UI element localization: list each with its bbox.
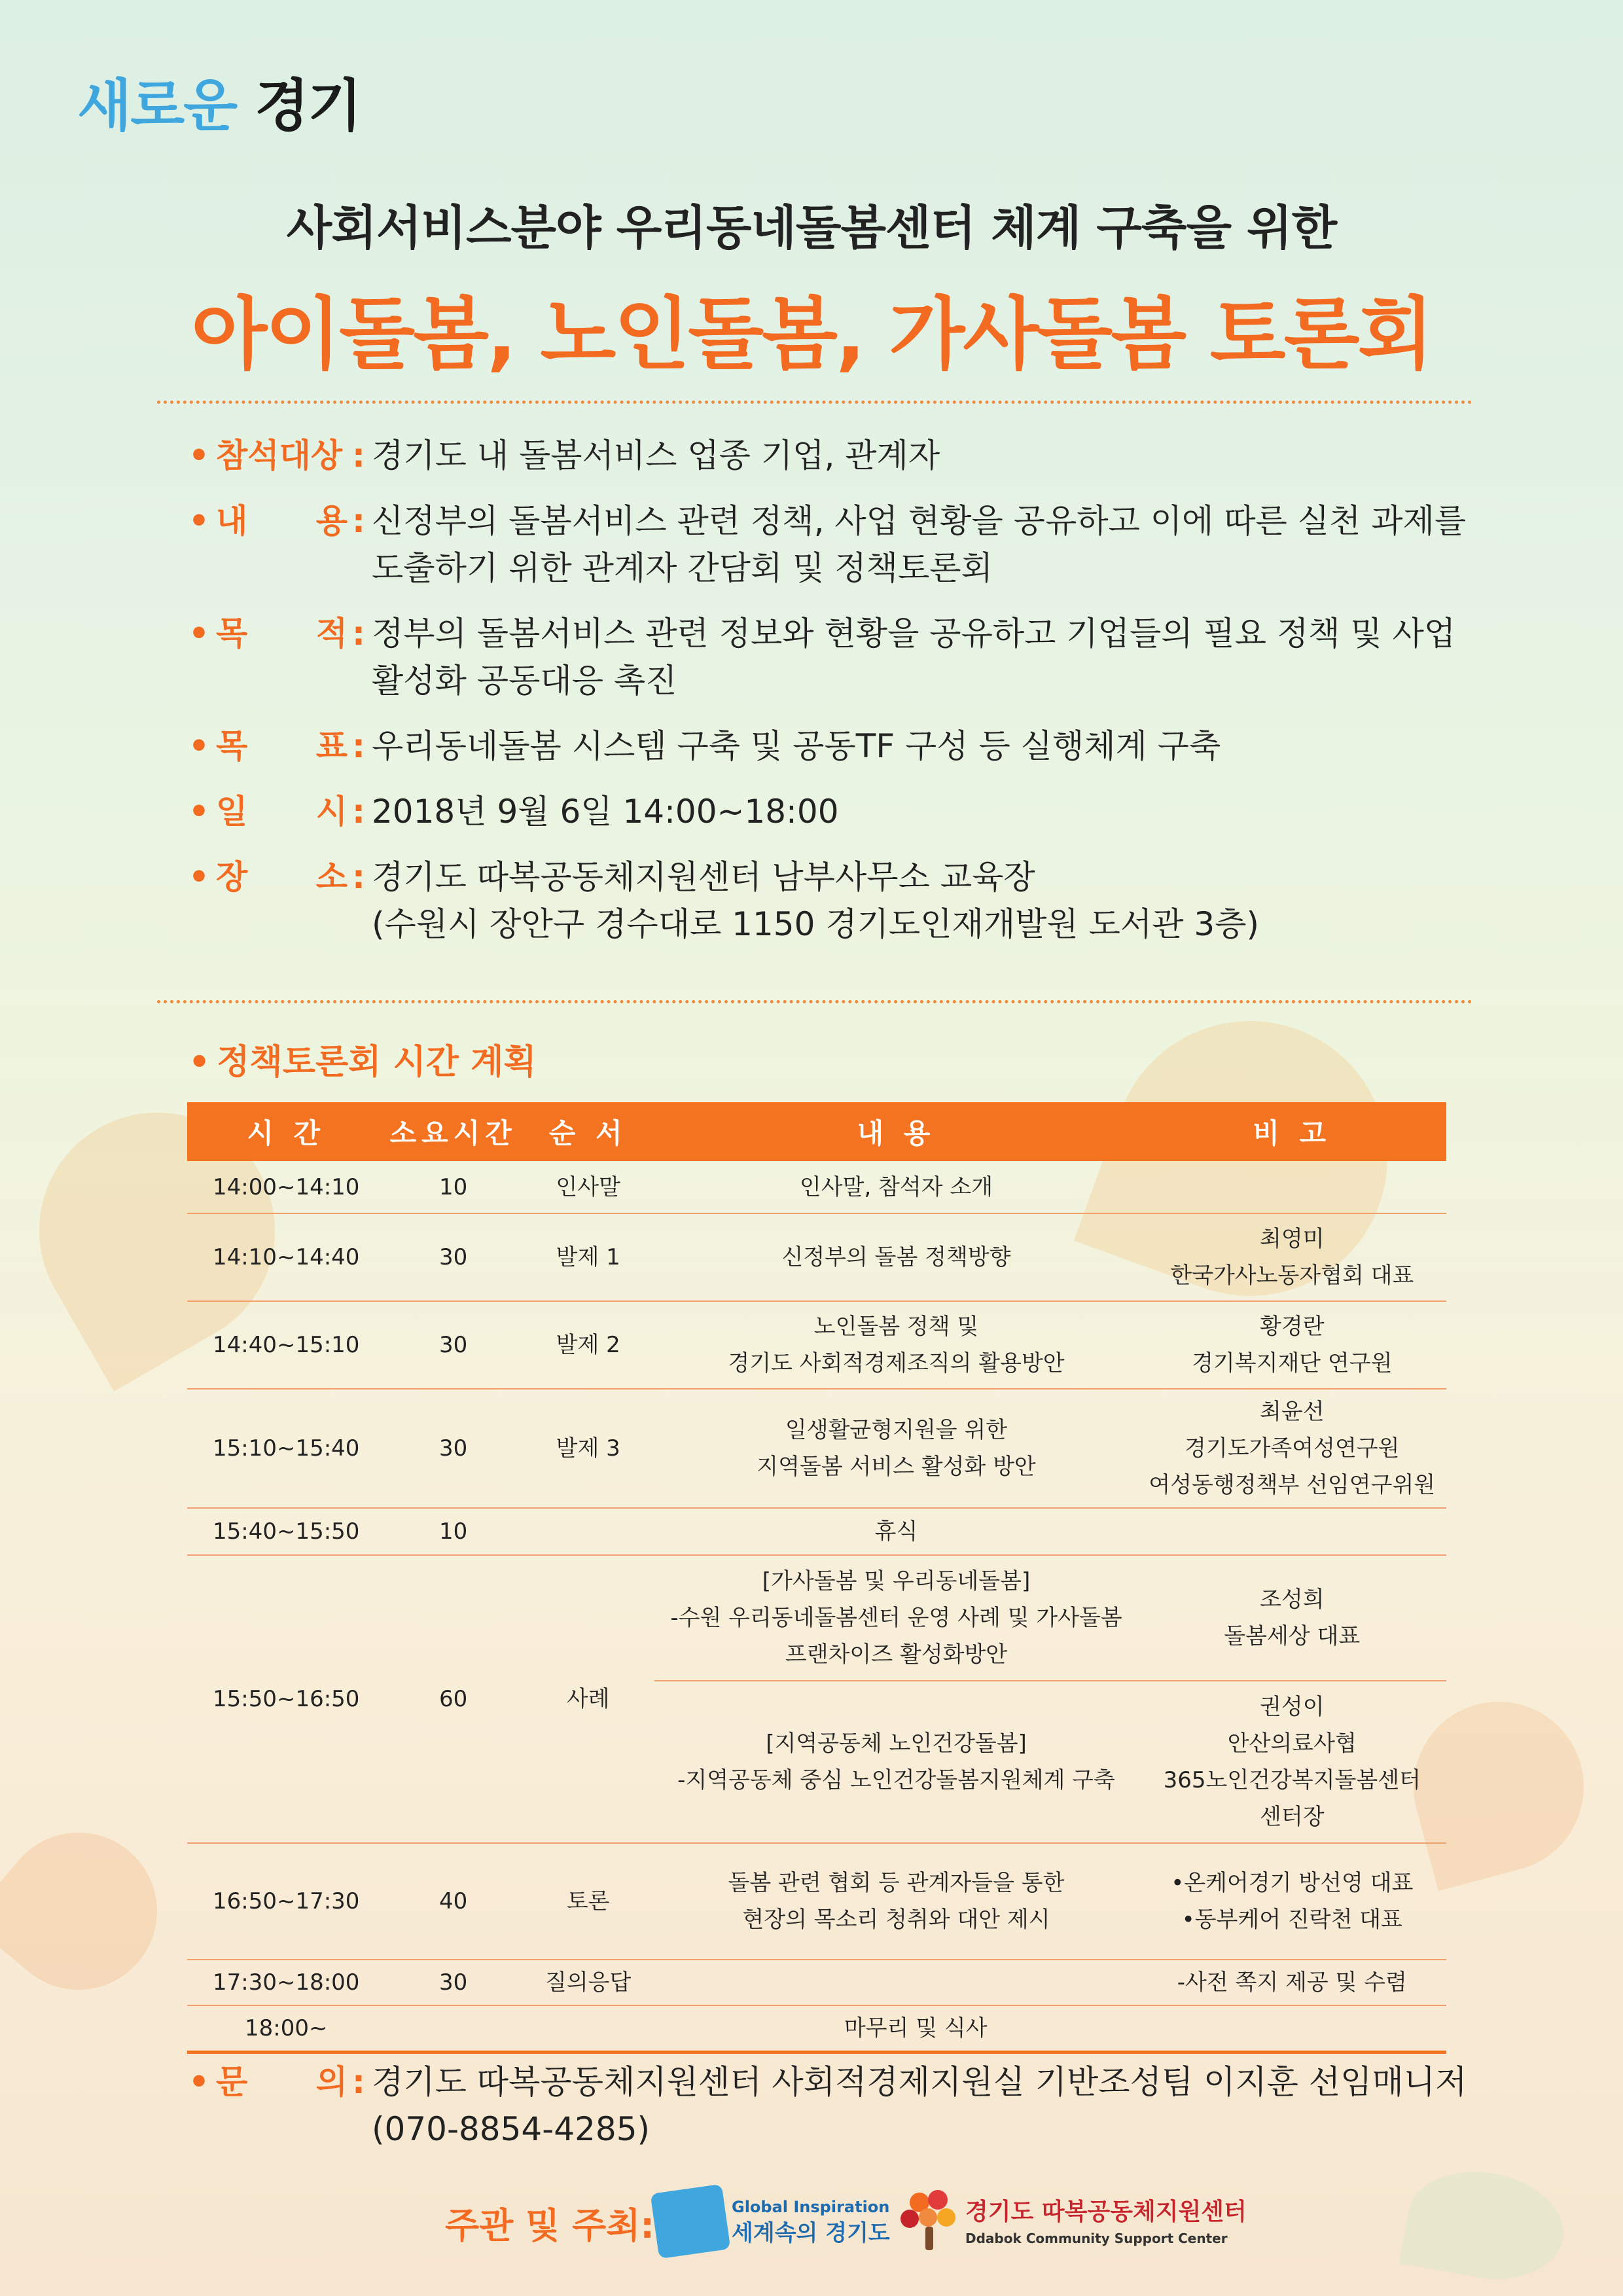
colon: : (352, 858, 365, 896)
cell-order: 발제 2 (522, 1301, 655, 1389)
info-goal (188, 723, 1471, 770)
cell-note: •온케어경기 방선영 대표 •동부케어 진락천 대표 (1138, 1843, 1446, 1960)
ddabok-tree-icon (897, 2190, 962, 2253)
info-value: 정부의 돌봄서비스 관련 정보와 현황을 공유하고 기업들의 필요 정책 및 사업 활성화 공동대응 촉진 (372, 615, 1456, 700)
table-row (187, 1213, 1446, 1301)
table-row (187, 1843, 1446, 1960)
colon: : (352, 2063, 365, 2101)
info-attendees (188, 432, 1471, 479)
info-value: 신정부의 돌봄서비스 관련 정책, 사업 현황을 공유하고 이에 따른 실천 과제를 도출하기 위한 관계자 간담회 및 정책토론회 (372, 502, 1467, 587)
cell-duration: 30 (385, 1301, 521, 1389)
cell-content: 신정부의 돌봄 정책방향 (654, 1213, 1137, 1301)
cell-content: [가사돌봄 및 우리동네돌봄] -수원 우리동네돌봄센터 운영 사례 및 가사돌봄 프랜차이즈 활성화방안 (654, 1555, 1137, 1681)
col-header-note: 비 고 (1138, 1102, 1446, 1161)
cell-content: 인사말, 참석자 소개 (654, 1161, 1137, 1213)
info-label: • 내 용 (188, 502, 348, 540)
cell-time: 15:50~16:50 (187, 1555, 385, 1843)
info-value: 우리동네돌봄 시스템 구축 및 공동TF 구성 등 실행체계 구축 (372, 727, 1221, 765)
colon: : (352, 502, 365, 540)
cell-content: 일생활균형지원을 위한 지역돌봄 서비스 활성화 방안 (654, 1389, 1137, 1508)
info-location (188, 853, 1471, 948)
table-row (187, 1508, 1446, 1555)
cell-note: -사전 쪽지 제공 및 수렴 (1138, 1960, 1446, 2005)
inquiry-info (188, 2058, 1471, 2171)
cell-note: 최영미 한국가사노동자협회 대표 (1138, 1213, 1446, 1301)
cell-time: 15:10~15:40 (187, 1389, 385, 1508)
table-row (187, 1161, 1446, 1213)
cell-duration: 30 (385, 1213, 521, 1301)
brand-logo-part2: 경기 (255, 73, 361, 139)
info-purpose (188, 610, 1471, 704)
bullet-icon: • (188, 793, 209, 831)
dotted-divider (157, 1000, 1472, 1003)
cell-note (1138, 1508, 1446, 1555)
ddabok-logo (965, 2199, 1247, 2251)
cell-order: 사례 (522, 1555, 655, 1843)
colon: : (352, 793, 365, 831)
gyeonggi-logo-ko: 세계속의 경기도 (732, 2220, 890, 2246)
cell-order (522, 1508, 655, 1555)
cell-content (654, 1960, 1137, 2005)
cell-note: 조성희 돌봄세상 대표 (1138, 1555, 1446, 1681)
ddabok-logo-en: Ddabok Community Support Center (965, 2231, 1228, 2246)
col-header-order: 순 서 (522, 1102, 655, 1161)
gyeonggi-logo-en: Global Inspiration (732, 2198, 890, 2216)
cell-order: 인사말 (522, 1161, 655, 1213)
cell-content: 마무리 및 식사 (385, 2005, 1446, 2053)
event-subtitle: 사회서비스분야 우리동네돌봄센터 체계 구축을 위한 (286, 200, 1337, 255)
cell-time: 14:00~14:10 (187, 1161, 385, 1213)
cell-content: 돌봄 관련 협회 등 관계자들을 통한 현장의 목소리 청취와 대안 제시 (654, 1843, 1137, 1960)
background-leaf (0, 1801, 189, 2022)
organizer-footer (0, 2179, 1623, 2265)
info-label: • 일 시 (188, 793, 348, 831)
brand-logo (77, 60, 361, 141)
info-label: • 목 적 (188, 615, 348, 653)
cell-duration: 10 (385, 1508, 521, 1555)
bullet-icon: • (188, 858, 209, 896)
table-row (187, 1960, 1446, 2005)
cell-content: [지역공동체 노인건강돌봄] -지역공동체 중심 노인건강돌봄지원체계 구축 (654, 1681, 1137, 1843)
cell-order: 발제 1 (522, 1213, 655, 1301)
info-value: 경기도 따복공동체지원센터 사회적경제지원실 기반조성팀 이지훈 선임매니저 (070-8854-4285) (372, 2063, 1467, 2148)
cell-note: 권성이 안산의료사협 365노인건강복지돌봄센터 센터장 (1138, 1681, 1446, 1843)
cell-content: 노인돌봄 정책 및 경기도 사회적경제조직의 활용방안 (654, 1301, 1137, 1389)
colon: : (352, 615, 365, 653)
bullet-icon: • (188, 502, 209, 540)
gyeonggi-logo (732, 2194, 890, 2246)
bullet-icon: • (188, 1043, 211, 1082)
info-label: • 참석대상 (188, 437, 343, 475)
cell-time: 14:10~14:40 (187, 1213, 385, 1301)
cell-time: 15:40~15:50 (187, 1508, 385, 1555)
cell-order: 발제 3 (522, 1389, 655, 1508)
table-row (187, 1555, 1446, 1681)
info-inquiry (188, 2058, 1471, 2153)
cell-note (1138, 1161, 1446, 1213)
bullet-icon: • (188, 2063, 209, 2101)
cell-duration: 30 (385, 1389, 521, 1508)
info-content (188, 497, 1471, 592)
cell-time: 16:50~17:30 (187, 1843, 385, 1960)
cell-order: 질의응답 (522, 1960, 655, 2005)
cell-duration: 60 (385, 1555, 521, 1843)
colon: : (352, 727, 365, 765)
ddabok-logo-ko: 경기도 따복공동체지원센터 (965, 2198, 1247, 2225)
info-label: • 문 의 (188, 2063, 348, 2101)
bullet-icon: • (188, 727, 209, 765)
cell-time: 18:00~ (187, 2005, 385, 2053)
bullet-icon: • (188, 615, 209, 653)
table-row (187, 1301, 1446, 1389)
schedule-title: • 정책토론회 시간 계획 (188, 1043, 537, 1082)
schedule-table (187, 1102, 1446, 2054)
cell-content: 휴식 (654, 1508, 1137, 1555)
brand-logo-part1: 새로운 (77, 73, 237, 139)
col-header-duration: 소요시간 (385, 1102, 521, 1161)
event-info (188, 432, 1471, 966)
gyeonggi-logo-icon (651, 2184, 731, 2259)
cell-duration: 40 (385, 1843, 521, 1960)
bullet-icon: • (188, 437, 209, 475)
cell-duration: 10 (385, 1161, 521, 1213)
info-label: • 장 소 (188, 858, 348, 896)
table-row (187, 1389, 1446, 1508)
cell-time: 14:40~15:10 (187, 1301, 385, 1389)
cell-order: 토론 (522, 1843, 655, 1960)
organizer-label: 주관 및 주최: (445, 2205, 655, 2246)
info-label: • 목 표 (188, 727, 348, 765)
event-title: 아이돌봄, 노인돌봄, 가사돌봄 토론회 (191, 289, 1432, 380)
cell-note: 최윤선 경기도가족여성연구원 여성동행정책부 선임연구위원 (1138, 1389, 1446, 1508)
info-datetime (188, 788, 1471, 835)
colon: : (352, 437, 365, 475)
cell-time: 17:30~18:00 (187, 1960, 385, 2005)
col-header-content: 내 용 (654, 1102, 1137, 1161)
table-row (187, 2005, 1446, 2053)
table-header-row (187, 1102, 1446, 1161)
info-value: 경기도 따복공동체지원센터 남부사무소 교육장 (수원시 장안구 경수대로 1150 경기도인재개발원 도서관 3층) (372, 858, 1260, 943)
cell-note: 황경란 경기복지재단 연구원 (1138, 1301, 1446, 1389)
cell-duration: 30 (385, 1960, 521, 2005)
info-value: 2018년 9월 6일 14:00~18:00 (372, 793, 839, 831)
col-header-time: 시 간 (187, 1102, 385, 1161)
dotted-divider (157, 401, 1472, 404)
info-value: 경기도 내 돌봄서비스 업종 기업, 관계자 (372, 437, 940, 475)
